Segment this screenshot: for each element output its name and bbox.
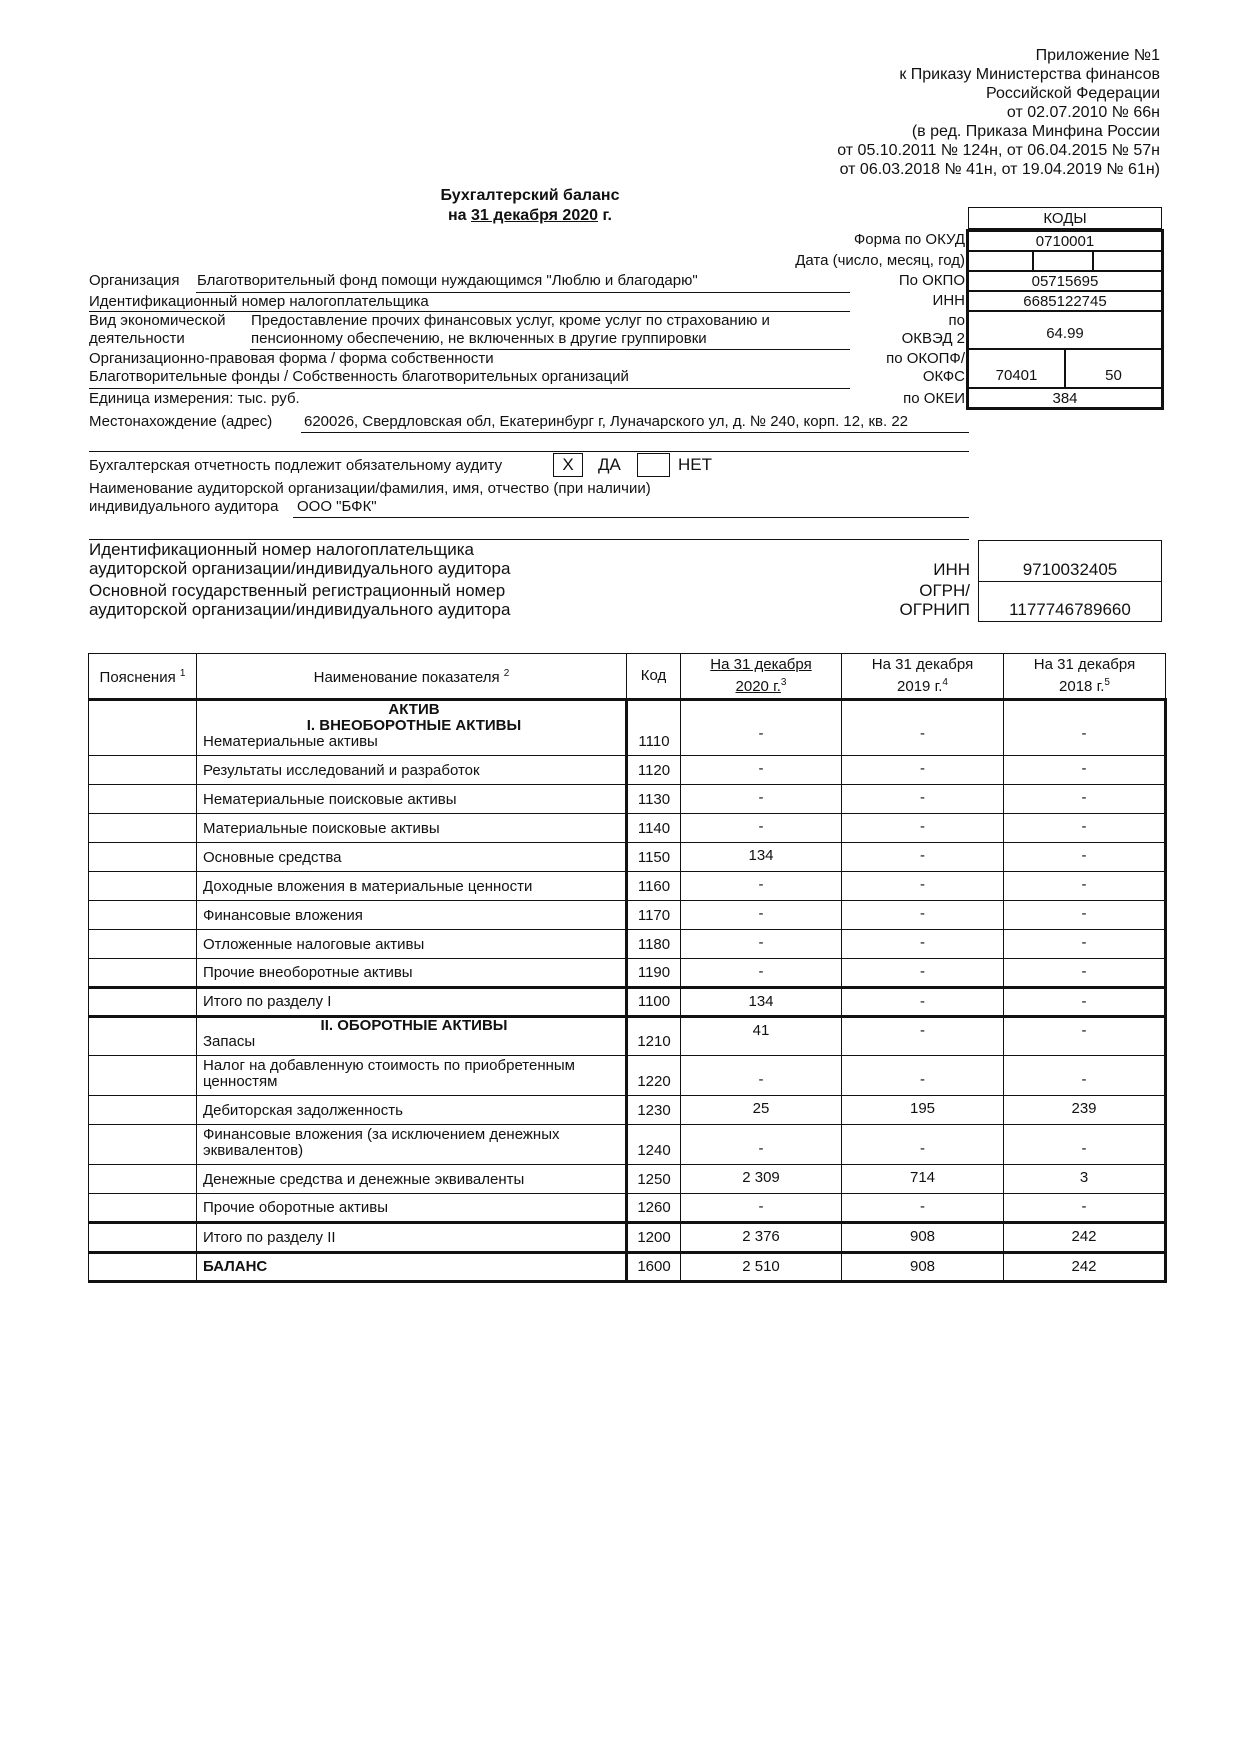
auditor-ogrn-code-label (800, 581, 970, 619)
indicator-label: Результаты исследований и разработок (203, 762, 480, 779)
title-line1: Бухгалтерский баланс (440, 187, 620, 204)
date-day (968, 251, 1033, 271)
indicator-name (197, 843, 627, 872)
date-month (1033, 251, 1093, 271)
explanation-cell (89, 1194, 197, 1223)
value-2020: 2 309 (681, 1165, 842, 1194)
indicator-label: Итого по разделу I (203, 993, 332, 1010)
appendix-line: от 05.10.2011 № 124н, от 06.04.2015 № 57н (837, 142, 1160, 159)
value-2018: - (1004, 1125, 1166, 1165)
form-underline (89, 388, 850, 389)
value-2020: - (681, 930, 842, 959)
explanation-cell (89, 1125, 197, 1165)
form-value: Благотворительные фонды / Собственность благотворительных организаций (89, 368, 629, 385)
document-title (330, 186, 730, 226)
value-2018: - (1004, 1056, 1166, 1096)
indicator-code: 1230 (627, 1096, 681, 1125)
header-code: Код (627, 654, 681, 700)
auditor-ogrn-value: 1177746789660 (1009, 600, 1131, 619)
org-label: Организация (89, 272, 180, 289)
auditor-inn-text-1: Идентификационный номер налогоплательщика (89, 540, 474, 559)
indicator-name (197, 1017, 627, 1056)
indicator-code: 1180 (627, 930, 681, 959)
indicator-code: 1190 (627, 959, 681, 988)
explanation-cell (89, 959, 197, 988)
value-2018: - (1004, 872, 1166, 901)
title-line2 (330, 206, 730, 226)
auditor-inn-code-label: ИНН (933, 560, 970, 579)
indicator-name (197, 988, 627, 1017)
value-2019: 195 (842, 1096, 1004, 1125)
address-value: 620026, Свердловская обл, Екатеринбург г, Луначарского ул, д. № 240, корп. 12, кв. 22 (304, 413, 908, 430)
value-2020: 2 510 (681, 1253, 842, 1282)
table-row (89, 843, 1166, 872)
value-2020: - (681, 1056, 842, 1096)
auditor-inn-value: 9710032405 (1022, 560, 1118, 579)
indicator-name (197, 901, 627, 930)
form-label: Организационно-правовая форма / форма собственности (89, 350, 494, 367)
auditor-ogrn-text (89, 581, 510, 619)
value-2019: - (842, 901, 1004, 930)
table-row (89, 1096, 1166, 1125)
value-2019: - (842, 959, 1004, 988)
title-suffix: г. (602, 207, 612, 224)
indicator-name (197, 1056, 627, 1096)
value-2019: - (842, 872, 1004, 901)
indicator-name (197, 959, 627, 988)
address-underline (301, 432, 969, 433)
appendix-line: (в ред. Приказа Минфина России (911, 123, 1160, 140)
indicator-label: Прочие внеоборотные активы (203, 964, 413, 981)
indicator-label: Отложенные налоговые активы (203, 936, 425, 953)
appendix-block (660, 46, 1160, 179)
explanation-cell (89, 756, 197, 785)
explanation-cell (89, 988, 197, 1017)
indicator-name (197, 700, 627, 756)
auditor-ogrn-text-2: аудиторской организации/индивидуального аудитора (89, 600, 511, 619)
value-2020: - (681, 872, 842, 901)
value-2020: 134 (681, 988, 842, 1017)
value-2018: 242 (1004, 1223, 1166, 1253)
value-2019: - (842, 756, 1004, 785)
okopf-label-2: ОКФС (922, 368, 965, 385)
auditor-ogrn-text-1: Основной государственный регистрационный номер (89, 581, 506, 600)
header-col-2019: На 31 декабря 2019 г.$^4$ (842, 654, 1004, 700)
indicator-label: Финансовые вложения (203, 907, 363, 924)
address-underline-2 (89, 451, 969, 452)
explanation-cell (89, 1223, 197, 1253)
auditor-label-2: индивидуального аудитора (89, 498, 279, 515)
value-2019: - (842, 988, 1004, 1017)
appendix-line: Приложение №1 (1035, 47, 1160, 64)
appendix-line: от 02.07.2010 № 66н (1006, 104, 1160, 121)
table-row (89, 872, 1166, 901)
activity-label-2: деятельности (89, 330, 185, 347)
indicator-code: 1120 (627, 756, 681, 785)
inn-code-label: ИНН (932, 292, 965, 309)
inn-code-value: 6685122745 (968, 291, 1162, 311)
section-1-heading: I. ВНЕОБОРОТНЫЕ АКТИВЫ (306, 717, 522, 734)
okpo-label: По ОКПО (898, 272, 965, 289)
value-2020: - (681, 756, 842, 785)
value-2018: 3 (1004, 1165, 1166, 1194)
auditor-underline (293, 517, 969, 518)
value-2020: - (681, 700, 842, 756)
value-2019: - (842, 814, 1004, 843)
value-2019: 908 (842, 1253, 1004, 1282)
address-label: Местонахождение (адрес) (89, 413, 273, 430)
indicator-label: Нематериальные активы (203, 733, 378, 750)
explanation-cell (89, 814, 197, 843)
date-label: Дата (число, месяц, год) (795, 252, 965, 269)
indicator-code: 1240 (627, 1125, 681, 1165)
value-2018: - (1004, 814, 1166, 843)
value-2019: - (842, 843, 1004, 872)
value-2020: 134 (681, 843, 842, 872)
table-row (89, 988, 1166, 1017)
indicator-name (197, 785, 627, 814)
title-date: 31 декабря 2020 (471, 207, 599, 224)
indicator-code: 1160 (627, 872, 681, 901)
okved-value: 64.99 (968, 311, 1162, 349)
section-2-heading: II. ОБОРОТНЫЕ АКТИВЫ (320, 1017, 508, 1034)
activity-label (89, 312, 225, 348)
org-value: Благотворительный фонд помощи нуждающимся "Люблю и благодарю" (197, 272, 698, 289)
value-2020: - (681, 901, 842, 930)
activity-value-2: пенсионному обеспечению, не включенных в другие группировки (251, 330, 707, 347)
value-2018: - (1004, 843, 1166, 872)
table-row (89, 1056, 1166, 1096)
unit-label: Единица измерения: тыс. руб. (89, 390, 300, 407)
value-2020: - (681, 959, 842, 988)
okopf-label-1: по ОКОПФ/ (886, 350, 965, 367)
indicator-code: 1140 (627, 814, 681, 843)
indicator-code: 1200 (627, 1223, 681, 1253)
header-explanations: Пояснения $^1$ (89, 654, 197, 700)
indicator-label: Финансовые вложения (за исключением денежных эквивалентов) (203, 1126, 560, 1159)
table-row (89, 1223, 1166, 1253)
table-row (89, 1017, 1166, 1056)
value-2020: 2 376 (681, 1223, 842, 1253)
value-2019: 908 (842, 1223, 1004, 1253)
explanation-cell (89, 1165, 197, 1194)
audit-no-label: НЕТ (678, 455, 712, 474)
explanation-cell (89, 843, 197, 872)
table-row (89, 901, 1166, 930)
codes-header: КОДЫ (968, 207, 1162, 229)
header-indicator-name: Наименование показателя $^2$ (197, 654, 627, 700)
indicator-name (197, 1223, 627, 1253)
indicator-name (197, 930, 627, 959)
explanation-cell (89, 700, 197, 756)
value-2020: - (681, 1125, 842, 1165)
value-2018: - (1004, 1017, 1166, 1056)
indicator-code: 1220 (627, 1056, 681, 1096)
value-2020: - (681, 785, 842, 814)
audit-no-checkbox[interactable] (637, 453, 670, 477)
ogrn-label-2: ОГРНИП (899, 600, 970, 619)
ogrn-label-1: ОГРН/ (919, 581, 970, 600)
okopf-value: 70401 (968, 349, 1065, 388)
table-header-row (89, 654, 1166, 700)
value-2018: 239 (1004, 1096, 1166, 1125)
audit-yes-checkbox[interactable]: X (553, 453, 583, 477)
header-col-2020: На 31 декабря 2020 г.$^3$ (681, 654, 842, 700)
date-year (1093, 251, 1162, 271)
indicator-code: 1210 (627, 1017, 681, 1056)
value-2019: - (842, 1194, 1004, 1223)
activity-value-1: Предоставление прочих финансовых услуг, кроме услуг по страхованию и (251, 312, 770, 329)
okfs-value: 50 (1065, 349, 1162, 388)
value-2020: - (681, 1194, 842, 1223)
appendix-line: от 06.03.2018 № 41н, от 19.04.2019 № 61н) (839, 161, 1160, 178)
value-2019: - (842, 785, 1004, 814)
indicator-label: Прочие оборотные активы (203, 1199, 388, 1216)
value-2020: 41 (681, 1017, 842, 1056)
indicator-code: 1150 (627, 843, 681, 872)
audit-question: Бухгалтерская отчетность подлежит обязательному аудиту (89, 457, 503, 474)
indicator-label: Основные средства (203, 849, 342, 866)
indicator-label: БАЛАНС (203, 1258, 268, 1275)
explanation-cell (89, 1096, 197, 1125)
explanation-cell (89, 1017, 197, 1056)
indicator-code: 1130 (627, 785, 681, 814)
value-2020: 25 (681, 1096, 842, 1125)
table-row (89, 959, 1166, 988)
indicator-name (197, 756, 627, 785)
value-2018: - (1004, 700, 1166, 756)
indicator-label: Итого по разделу II (203, 1229, 336, 1246)
title-prefix: на (447, 207, 467, 224)
okopf-label (640, 350, 965, 386)
header-col-2018: На 31 декабря 2018 г.$^5$ (1004, 654, 1166, 700)
value-2019: 714 (842, 1165, 1004, 1194)
auditor-inn-text-2: аудиторской организации/индивидуального аудитора (89, 559, 511, 578)
value-2018: - (1004, 785, 1166, 814)
table-row (89, 785, 1166, 814)
table-row (89, 1165, 1166, 1194)
indicator-code: 1600 (627, 1253, 681, 1282)
indicator-code: 1250 (627, 1165, 681, 1194)
indicator-label: Денежные средства и денежные эквиваленты (203, 1171, 525, 1188)
audit-yes-label: ДА (598, 455, 621, 474)
okved-label-1: по (948, 312, 965, 329)
okei-value: 384 (968, 388, 1162, 408)
section-asset-heading: АКТИВ (388, 701, 440, 718)
value-2018: 242 (1004, 1253, 1166, 1282)
value-2018: - (1004, 901, 1166, 930)
indicator-label: Материальные поисковые активы (203, 820, 440, 837)
table-row (89, 756, 1166, 785)
table-row (89, 930, 1166, 959)
indicator-label: Нематериальные поисковые активы (203, 791, 457, 808)
indicator-label: Дебиторская задолженность (203, 1102, 403, 1119)
indicator-label: Запасы (203, 1033, 256, 1050)
indicator-label: Доходные вложения в материальные ценности (203, 878, 533, 895)
explanation-cell (89, 930, 197, 959)
auditor-value: ООО "БФК" (297, 498, 377, 515)
balance-table (88, 653, 1167, 1283)
table-row (89, 700, 1166, 756)
indicator-name (197, 814, 627, 843)
auditor-inn-text (89, 540, 510, 578)
value-2018: - (1004, 988, 1166, 1017)
indicator-code: 1260 (627, 1194, 681, 1223)
value-2018: - (1004, 756, 1166, 785)
value-2019: - (842, 1056, 1004, 1096)
value-2019: - (842, 1017, 1004, 1056)
value-2018: - (1004, 959, 1166, 988)
activity-value (251, 312, 770, 348)
explanation-cell (89, 785, 197, 814)
okud-value: 0710001 (968, 231, 1162, 251)
okud-label: Форма по ОКУД (853, 231, 965, 248)
table-row (89, 1125, 1166, 1165)
value-2018: - (1004, 930, 1166, 959)
appendix-line: Российской Федерации (986, 85, 1160, 102)
okved-label-2: ОКВЭД 2 (901, 330, 965, 347)
indicator-name (197, 1165, 627, 1194)
indicator-name (197, 1253, 627, 1282)
table-row (89, 814, 1166, 843)
auditor-label-1: Наименование аудиторской организации/фамилия, имя, отчество (при наличии) (89, 480, 651, 497)
explanation-cell (89, 872, 197, 901)
indicator-name (197, 1125, 627, 1165)
indicator-label: Налог на добавленную стоимость по приобретенным ценностям (203, 1057, 575, 1090)
okpo-value: 05715695 (968, 271, 1162, 291)
auditor-codes-divider (978, 581, 1162, 582)
value-2018: - (1004, 1194, 1166, 1223)
explanation-cell (89, 1253, 197, 1282)
value-2020: - (681, 814, 842, 843)
taxpayer-id-label: Идентификационный номер налогоплательщика (89, 293, 429, 310)
table-row (89, 1194, 1166, 1223)
activity-label-1: Вид экономической (89, 312, 226, 329)
okei-label: по ОКЕИ (903, 390, 965, 407)
indicator-name (197, 1096, 627, 1125)
appendix-line: к Приказу Министерства финансов (899, 66, 1160, 83)
value-2019: - (842, 1125, 1004, 1165)
explanation-cell (89, 1056, 197, 1096)
indicator-name (197, 1194, 627, 1223)
indicator-name (197, 872, 627, 901)
indicator-code: 1170 (627, 901, 681, 930)
indicator-code: 1110 (627, 700, 681, 756)
table-row (89, 1253, 1166, 1282)
value-2019: - (842, 700, 1004, 756)
explanation-cell (89, 901, 197, 930)
indicator-code: 1100 (627, 988, 681, 1017)
value-2019: - (842, 930, 1004, 959)
